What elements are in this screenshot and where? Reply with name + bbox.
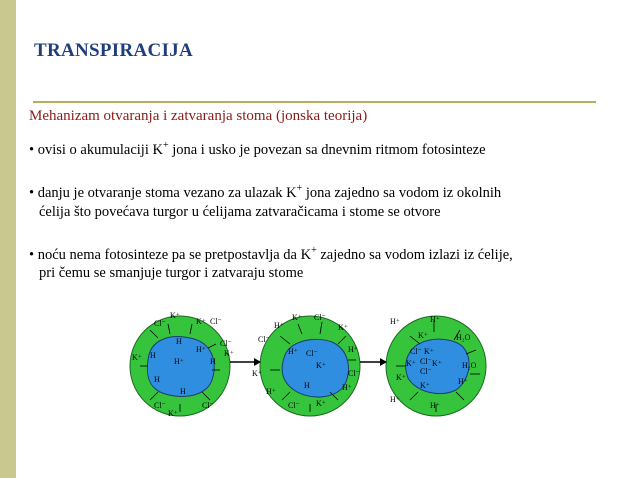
ion-label: H⁺ — [390, 317, 400, 326]
ion-label: H⁺ — [458, 377, 468, 386]
bullet-text: jona zajedno sa vodom iz okolnih — [302, 184, 502, 201]
ion-label: Cl⁻ — [314, 313, 326, 322]
bullet-text: jona i usko je povezan sa dnevnim ritmom fotosinteze — [168, 141, 486, 158]
ion-label: K⁺ — [252, 369, 262, 378]
stoma-ion-diagram — [120, 300, 500, 430]
bullet-text-continuation: pri čemu se smanjuje turgor i zatvaraju stome — [39, 265, 304, 282]
ion-label: H⁺ — [430, 315, 440, 324]
ion-label: Cl⁻ — [220, 339, 232, 348]
ion-label: K⁺ — [224, 349, 234, 358]
ion-label: Cl⁻ — [258, 335, 270, 344]
ion-label: H⁺ — [196, 345, 206, 354]
ion-label: Cl⁻ — [154, 401, 166, 410]
bullet-text-continuation: ćelija što povećava turgor u ćelijama zatvaračicama i stome se otvore — [39, 203, 441, 220]
superscript: + — [296, 182, 303, 194]
ion-label: K⁺ — [316, 399, 326, 408]
ion-label: K⁺ — [420, 381, 430, 390]
ion-label: H⁺ — [174, 357, 184, 366]
slide-subtitle: Mehanizam otvaranja i zatvaranja stoma (jonska teorija) — [29, 108, 368, 124]
ion-label: H₂O — [456, 333, 471, 342]
ion-label: Cl⁻ — [420, 367, 432, 376]
bullet-item-1 — [29, 136, 629, 160]
ion-label: H — [210, 357, 216, 366]
bullet-marker: • — [29, 184, 35, 201]
slide-side-bar — [0, 0, 16, 478]
bullet-text: ovisi o akumulaciji K — [37, 141, 163, 158]
bullet-marker: • — [29, 246, 35, 263]
arrow-cell1-to-cell2 — [230, 358, 261, 366]
superscript: + — [162, 140, 169, 151]
ion-label: H⁺ — [430, 401, 440, 410]
ion-label: K⁺ — [170, 311, 180, 320]
ion-label: H — [304, 381, 310, 390]
ion-label: H⁺ — [348, 345, 358, 354]
ion-label: Cl⁻ — [410, 347, 422, 356]
bullet-list — [29, 136, 629, 302]
ion-label: Cl⁻ — [420, 357, 432, 366]
ion-label: Cl⁻ — [154, 319, 166, 328]
title-divider — [33, 101, 596, 103]
ion-label: Cl⁻ — [202, 401, 214, 410]
ion-label: K⁺ — [424, 347, 434, 356]
ion-label: H — [154, 375, 160, 384]
ion-label: H⁺ — [288, 347, 298, 356]
bullet-text: noću nema fotosinteze pa se pretpostavlja da K — [37, 246, 312, 263]
ion-label: Cl⁻ — [306, 349, 318, 358]
ion-label: H — [176, 337, 182, 346]
bullet-item-2 — [29, 179, 629, 222]
bullet-text: danju je otvaranje stoma vezano za ulazak K — [37, 184, 297, 201]
ion-label: Cl⁻ — [288, 401, 300, 410]
ion-label: H⁺ — [390, 395, 400, 404]
ion-label: H₂O — [462, 361, 477, 370]
ion-label: H⁺ — [342, 383, 352, 392]
arrow-cell2-to-cell3 — [360, 358, 387, 366]
ion-label: K⁺ — [196, 317, 206, 326]
slide-title: TRANSPIRACIJA — [34, 40, 194, 61]
ion-label: H⁺ — [266, 387, 276, 396]
bullet-marker: • — [29, 141, 35, 158]
ion-label: H — [150, 351, 156, 360]
ion-label: K⁺ — [432, 359, 442, 368]
superscript: + — [311, 244, 317, 256]
ion-label: K⁺ — [292, 313, 302, 322]
ion-label: K⁺ — [396, 373, 406, 382]
ion-label: K⁺ — [406, 359, 416, 368]
ion-label: K⁺ — [132, 353, 142, 362]
ion-label: H⁺ — [274, 321, 284, 330]
ion-label: K⁺ — [168, 409, 178, 418]
ion-label: Cl⁻ — [210, 317, 222, 326]
bullet-text: zajedno sa vodom izlazi iz ćelije, — [316, 246, 513, 263]
ion-label: H — [180, 387, 186, 396]
ion-label: K⁺ — [338, 323, 348, 332]
bullet-item-3 — [29, 241, 629, 284]
ion-label: K⁺ — [418, 331, 428, 340]
ion-label: Cl⁻ — [348, 369, 360, 378]
ion-label: K⁺ — [316, 361, 326, 370]
